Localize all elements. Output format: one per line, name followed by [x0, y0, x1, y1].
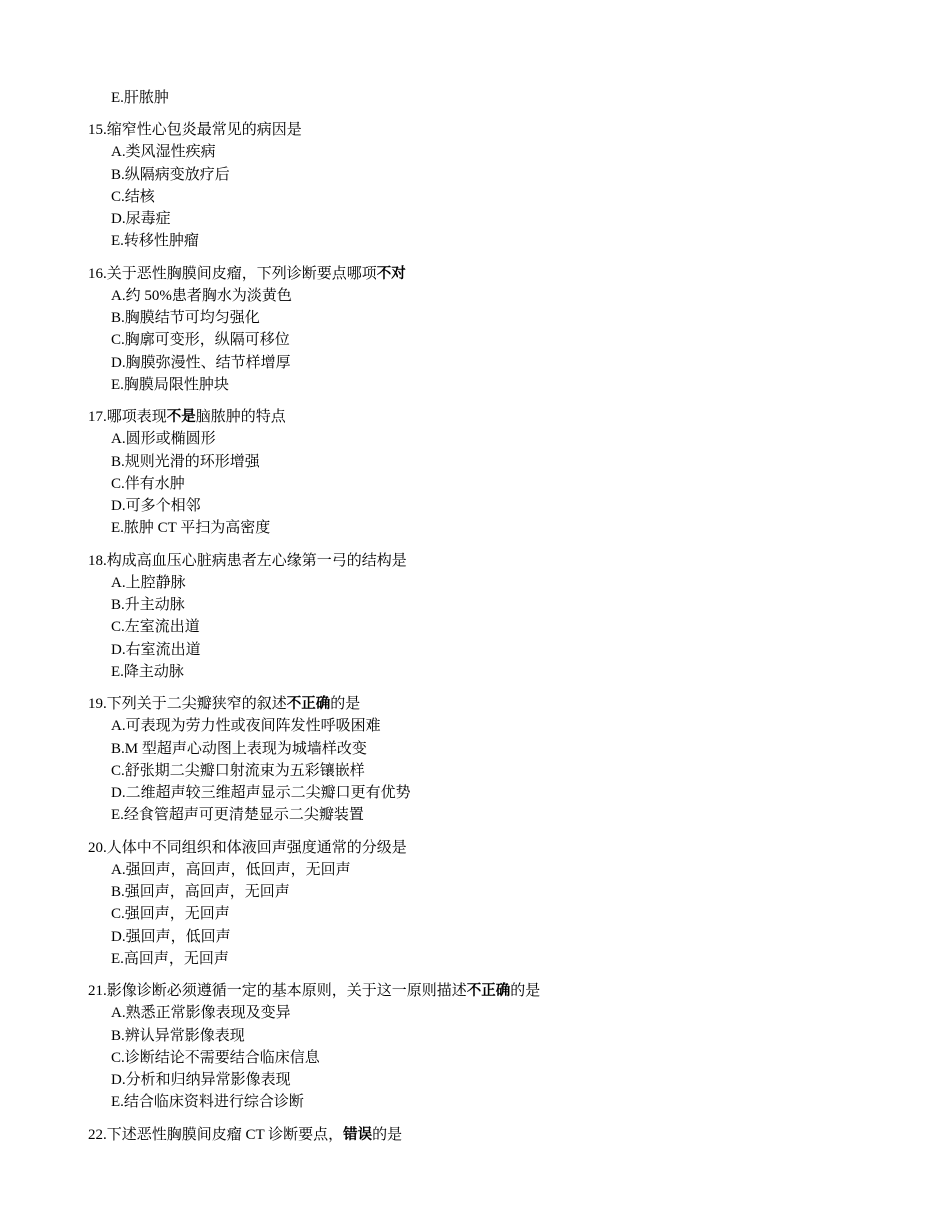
option-line: E.高回声，无回声	[111, 950, 229, 967]
option-line: E.转移性肿瘤	[111, 233, 199, 250]
option-line: E.脓肿 CT 平扫为高密度	[111, 520, 271, 537]
question-block	[88, 263, 950, 396]
emphasis-text: 不正确	[466, 983, 511, 1000]
option-line: D.可多个相邻	[111, 498, 201, 515]
question-stem	[88, 550, 950, 572]
option-line: D.二维超声较三维超声显示二尖瓣口更有优势	[111, 785, 411, 802]
option-line: A.熟悉正常影像表现及变异	[111, 1005, 291, 1022]
question-block	[88, 119, 950, 252]
question-stem	[88, 980, 950, 1002]
emphasis-text: 不是	[166, 409, 196, 426]
stem-text: 人体中不同组织和体液回声强度通常的分级是	[106, 839, 407, 856]
question-block	[88, 550, 950, 683]
question-block	[88, 837, 950, 970]
stem-text: 缩窄性心包炎最常见的病因是	[106, 122, 302, 139]
option-line: D.右室流出道	[111, 641, 201, 658]
question-number: 15.	[88, 122, 107, 139]
option-line: E.胸膜局限性肿块	[111, 376, 229, 393]
option-line: D.胸膜弥漫性、结节样增厚	[111, 354, 291, 371]
option-line: C.左室流出道	[111, 619, 200, 636]
emphasis-text: 错误	[343, 1126, 373, 1143]
option-line: C.伴有水肿	[111, 475, 185, 492]
question-number: 16.	[88, 265, 107, 282]
option-line: A.圆形或椭圆形	[111, 431, 216, 448]
option-line: D.强回声，低回声	[111, 928, 231, 945]
emphasis-text: 不正确	[286, 696, 331, 713]
question-block	[88, 693, 950, 826]
question-block	[88, 980, 950, 1113]
option-line: C.舒张期二尖瓣口射流束为五彩镶嵌样	[111, 762, 365, 779]
stem-text: 的是	[372, 1126, 403, 1143]
option-line: E.结合临床资料进行综合诊断	[111, 1094, 304, 1111]
question-block	[88, 1124, 950, 1146]
option-line: C.诊断结论不需要结合临床信息	[111, 1049, 320, 1066]
question-list	[88, 119, 950, 1145]
option-line: A.类风湿性疾病	[111, 144, 216, 161]
question-stem	[88, 263, 950, 285]
question-stem	[88, 1124, 950, 1146]
option-line: E.肝脓肿	[111, 90, 169, 106]
option-line: A.约 50%患者胸水为淡黄色	[111, 287, 292, 304]
stem-text: 脑脓肿的特点	[195, 409, 286, 426]
stem-text: 关于恶性胸膜间皮瘤，下列诊断要点哪项	[106, 265, 377, 282]
option-line: A.强回声，高回声，低回声，无回声	[111, 861, 351, 878]
emphasis-text: 不对	[376, 265, 406, 282]
option-line: B.胸膜结节可均匀强化	[111, 310, 260, 327]
option-line: B.强回声，高回声，无回声	[111, 884, 290, 901]
question-stem	[88, 693, 950, 715]
leading-options	[88, 87, 950, 109]
stem-text: 构成高血压心脏病患者左心缘第一弓的结构是	[106, 552, 407, 569]
question-number: 20.	[88, 839, 107, 856]
question-stem	[88, 119, 950, 141]
question-block	[88, 406, 950, 539]
option-line: B.升主动脉	[111, 597, 185, 614]
question-number: 21.	[88, 983, 107, 1000]
option-line: B.规则光滑的环形增强	[111, 453, 260, 470]
option-line: E.经食管超声可更清楚显示二尖瓣装置	[111, 807, 364, 824]
question-number: 19.	[88, 696, 107, 713]
option-line: A.可表现为劳力性或夜间阵发性呼吸困难	[111, 718, 381, 735]
question-number: 22.	[88, 1126, 107, 1143]
stem-text: 下列关于二尖瓣狭窄的叙述	[106, 696, 287, 713]
option-line: C.结核	[111, 188, 155, 205]
option-line: B.辨认异常影像表现	[111, 1027, 245, 1044]
option-line: B.M 型超声心动图上表现为城墙样改变	[111, 740, 367, 757]
stem-text: 影像诊断必须遵循一定的基本原则，关于这一原则描述	[106, 983, 467, 1000]
stem-text: 下述恶性胸膜间皮瘤 CT 诊断要点，	[106, 1126, 344, 1143]
option-line: B.纵隔病变放疗后	[111, 166, 230, 183]
option-line: E.降主动脉	[111, 663, 184, 680]
option-line: D.尿毒症	[111, 211, 171, 228]
option-line: C.胸廓可变形，纵隔可移位	[111, 332, 290, 349]
option-line: C.强回声，无回声	[111, 906, 230, 923]
stem-text: 的是	[330, 696, 361, 713]
stem-text: 哪项表现	[106, 409, 167, 426]
option-line: A.上腔静脉	[111, 574, 186, 591]
question-number: 17.	[88, 409, 107, 426]
option-line: D.分析和归纳异常影像表现	[111, 1072, 291, 1089]
question-stem	[88, 406, 950, 428]
question-number: 18.	[88, 552, 107, 569]
question-stem	[88, 837, 950, 859]
stem-text: 的是	[510, 983, 541, 1000]
